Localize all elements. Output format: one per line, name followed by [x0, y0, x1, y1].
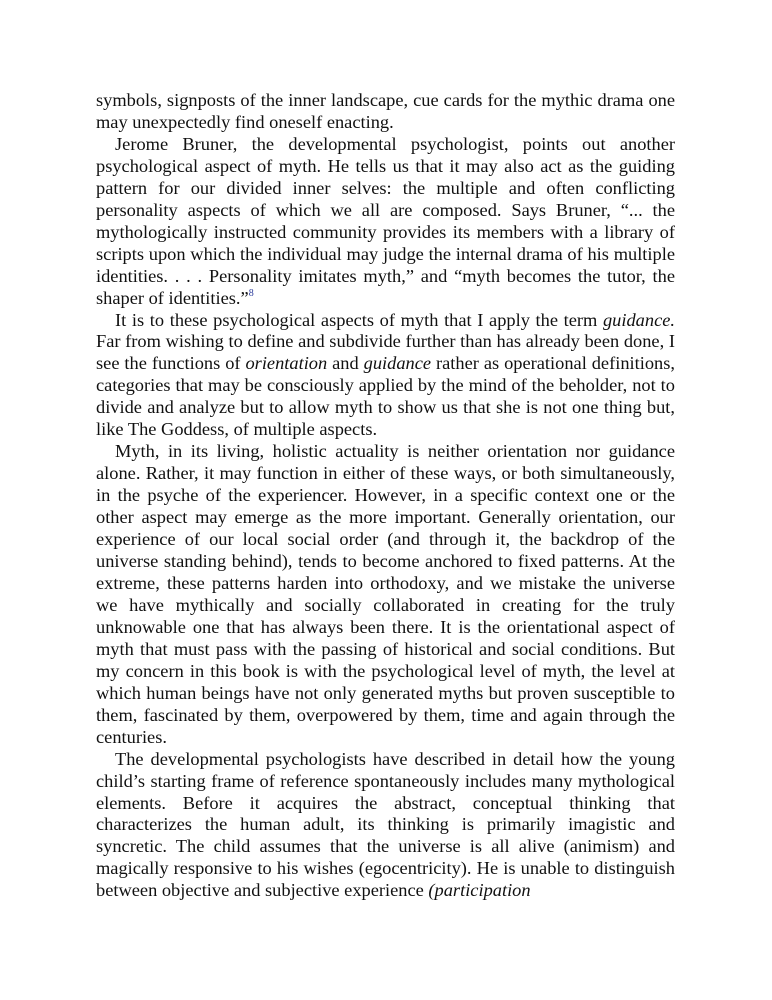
- paragraph-2-text: Jerome Bruner, the developmental psychologist, points out another psychological aspect of myth. He tells us that it may also act as the guiding pattern for our divided inner selves: the multiple and often conflicting personality aspects of which we all are composed. Says Bruner, “... the mythologically instructed community provides its members with a library of scripts upon which the individual may judge the internal drama of his multiple identities. . . . Personality imitates myth,” and “myth becomes the tutor, the shaper of identities.”: [96, 133, 675, 308]
- paragraph-4-text: Myth, in its living, holistic actuality is neither orientation nor guidance alone. Rather, it may function in either of these ways, or both simultaneously, in the psyche of the experiencer. However, in a specific context one or the other aspect may emerge as the more important. Generally orientation, our experience of our local social order (and through it, the backdrop of the universe standing behind), tends to become anchored to fixed patterns. At the extreme, these patterns harden into orthodoxy, and we mistake the universe we have mythically and socially collaborated in creating for the truly unknowable one that has always been there. It is the orientational aspect of myth that must pass with the passing of historical and social conditions. But my concern in this book is with the psychological level of myth, the level at which human beings have not only generated myths but proven susceptible to them, fascinated by them, overpowered by them, time and again through the centuries.: [96, 441, 675, 747]
- paragraph-3-text-b: Far from wishing to define and subdivide further than has already been done, I see the functions of: [96, 331, 675, 374]
- paragraph-2: [96, 134, 675, 310]
- paragraph-1-text: symbols, signposts of the inner landscape, cue cards for the mythic drama one may unexpectedly find oneself enacting.: [96, 90, 675, 132]
- footnote-reference-8[interactable]: 8: [248, 287, 254, 299]
- italic-term-guidance: guidance.: [602, 309, 675, 330]
- paragraph-1: [96, 90, 675, 134]
- paragraph-3-text-a: It is to these psychological aspects of myth that I apply the term: [115, 309, 603, 330]
- italic-term-participation: (participation: [428, 880, 531, 901]
- paragraph-4: [96, 441, 675, 748]
- italic-term-guidance-2: guidance: [363, 353, 432, 374]
- paragraph-3-text-d: rather as operational definitions, categories that may be consciously applied by the mind of the beholder, not to divide and analyze but to allow myth to show us that she is not one thing but, like The Goddess, of multiple aspects.: [96, 353, 675, 440]
- paragraph-3-text-c: and: [327, 353, 364, 374]
- paragraph-5-text: The developmental psychologists have described in detail how the young child’s starting frame of reference spontaneously includes many mythological elements. Before it acquires the abstract, conceptual thinking that characterizes the human adult, its thinking is primarily imagistic and syncretic. The child assumes that the universe is all alive (animism) and magically responsive to his wishes (egocentricity). He is unable to distinguish between objective and subjective experience: [96, 748, 675, 901]
- book-page: [96, 90, 675, 902]
- paragraph-5: [96, 749, 675, 903]
- italic-term-orientation: orientation: [245, 353, 328, 374]
- paragraph-3: [96, 310, 675, 442]
